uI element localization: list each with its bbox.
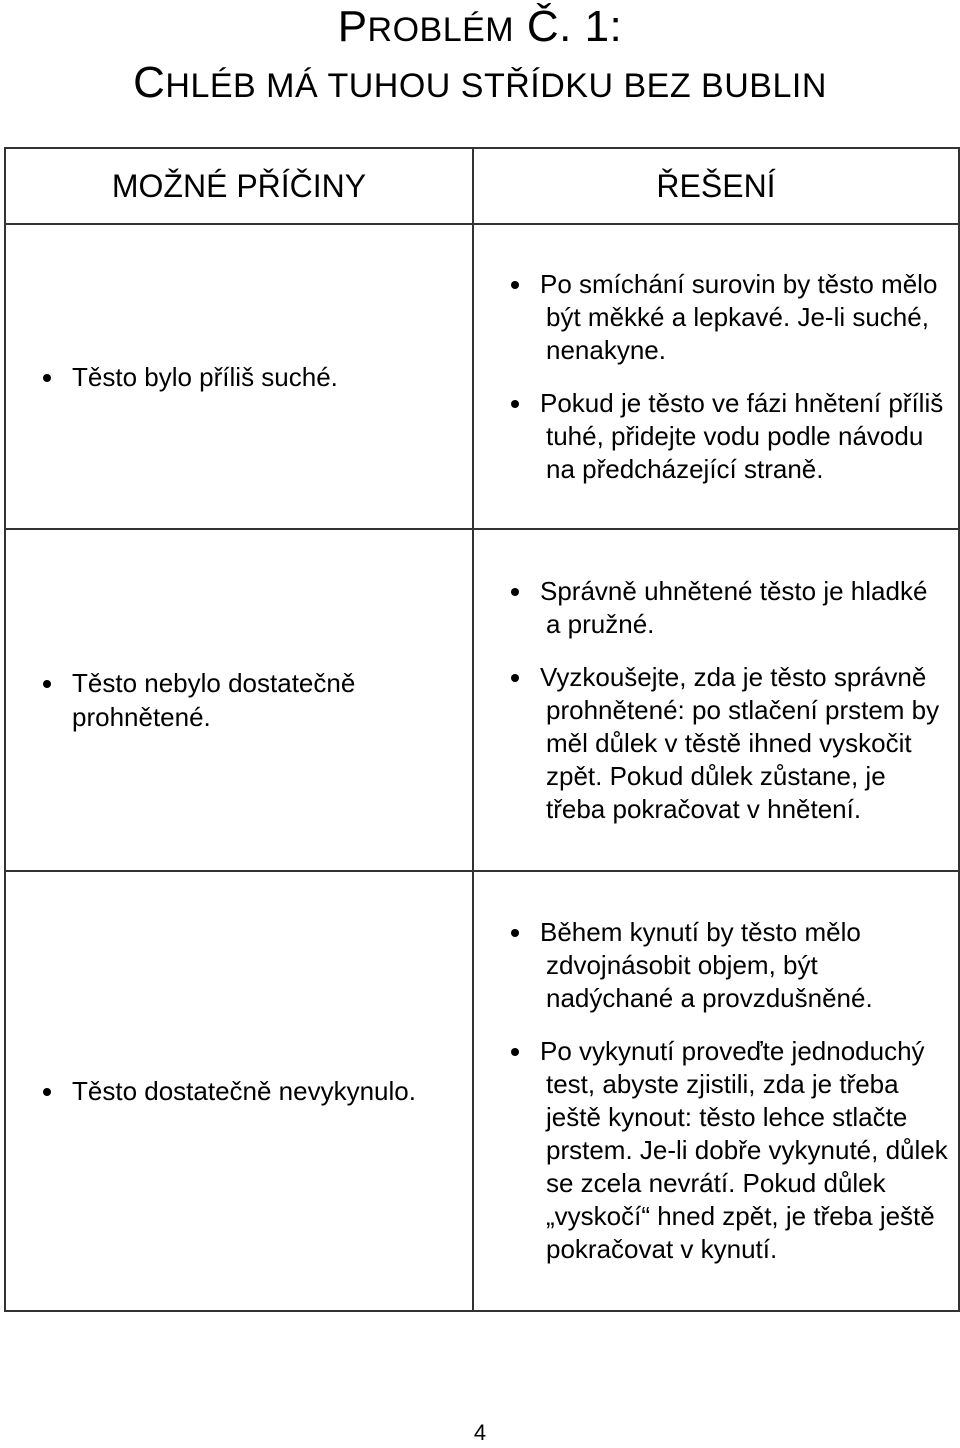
bullet-icon	[511, 281, 519, 289]
cause-text: Těsto nebylo dostatečně prohnětené.	[72, 668, 356, 732]
table-header-row	[5, 148, 959, 224]
solution-item	[474, 916, 948, 1015]
page-number: 4	[473, 1420, 487, 1445]
page-title-line-1	[0, 2, 960, 52]
cause-item	[6, 666, 472, 734]
title-initial-c: C	[133, 58, 166, 107]
title-letter-c: Č	[514, 2, 560, 51]
solution-item	[474, 387, 948, 486]
title-initial-p: P	[337, 2, 368, 51]
cause-cell	[5, 529, 473, 871]
bullet-icon	[511, 1048, 519, 1056]
solution-text: Správně uhnětené těsto je hladké a pružné.	[540, 575, 928, 639]
solution-text: Po smíchání surovin by těsto mělo být měkké a lepkavé. Je-li suché, nenakyne.	[540, 268, 938, 365]
cause-cell	[5, 871, 473, 1311]
solution-item	[474, 1035, 948, 1266]
solution-item	[474, 268, 948, 367]
title-subject: HLÉB MÁ TUHOU STŘÍDKU BEZ BUBLIN	[165, 67, 827, 105]
cause-text: Těsto dostatečně nevykynulo.	[72, 1076, 416, 1106]
header-solutions: ŘEŠENÍ	[473, 148, 959, 224]
title-number: . 1:	[559, 2, 623, 51]
bullet-icon	[43, 374, 51, 382]
solution-text: Vyzkoušejte, zda je těsto správně prohnětené: po stlačení prstem by měl důlek v těstě ihned vyskočit zpět. Pokud důlek zůstane, je třeba pokračovat v hnětení.	[540, 661, 940, 824]
cause-item	[6, 360, 472, 394]
title-word-problem: ROBLÉM	[367, 11, 515, 49]
solution-text: Pokud je těsto ve fázi hnětení příliš tuhé, přidejte vodu podle návodu na předcházející straně.	[540, 387, 944, 484]
bullet-icon	[43, 680, 51, 688]
solutions-cell	[473, 224, 959, 529]
bullet-icon	[511, 929, 519, 937]
page-title-line-2	[0, 58, 960, 108]
bullet-icon	[511, 674, 519, 682]
cause-item	[6, 1074, 472, 1108]
cause-cell	[5, 224, 473, 529]
table-row	[5, 529, 959, 871]
solution-text: Po vykynutí proveďte jednoduchý test, abyste zjistili, zda je třeba ještě kynout: těsto lehce stlačte prstem. Je-li dobře vykynuté, důlek se zcela nevrátí. Pokud důlek „vyskočí“ hned zpět, je třeba ještě pokračovat v kynutí.	[540, 1036, 948, 1264]
solutions-cell	[473, 871, 959, 1311]
solution-item	[474, 575, 948, 641]
table-row	[5, 871, 959, 1311]
table-row	[5, 224, 959, 529]
solutions-list	[474, 902, 958, 1280]
solution-item	[474, 661, 948, 826]
cause-text: Těsto bylo příliš suché.	[72, 361, 338, 392]
bullet-icon	[511, 588, 519, 596]
solutions-list	[474, 561, 958, 840]
bullet-icon	[43, 1088, 51, 1096]
bullet-icon	[511, 400, 519, 408]
troubleshooting-table	[4, 147, 960, 1312]
solutions-list	[474, 254, 958, 500]
header-causes: MOŽNÉ PŘÍČINY	[5, 148, 473, 224]
solution-text: Během kynutí by těsto mělo zdvojnásobit objem, být nadýchané a provzdušněné.	[540, 917, 873, 1013]
solutions-cell	[473, 529, 959, 871]
